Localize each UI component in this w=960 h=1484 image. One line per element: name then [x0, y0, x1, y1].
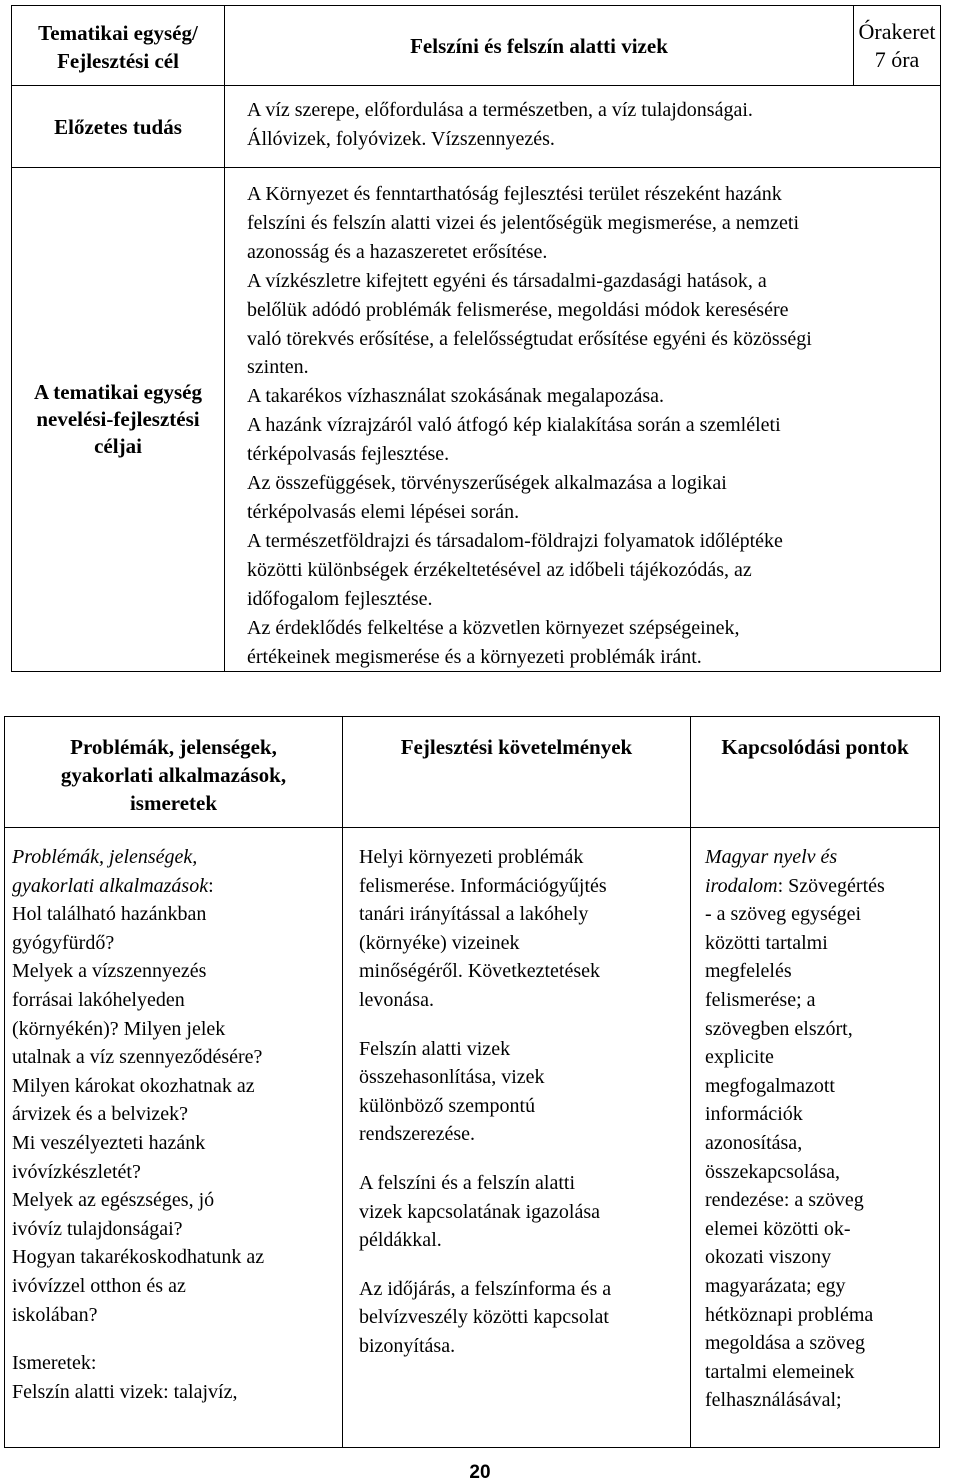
requirement-line: tanári irányítással a lakóhely — [359, 903, 589, 926]
goals-label-line3: céljai — [94, 434, 142, 459]
subject-italic: irodalom — [705, 874, 778, 897]
problem-line: Mi veszélyezteti hazánk — [12, 1131, 206, 1154]
subject-line2 — [705, 872, 939, 901]
connections-cell — [691, 828, 940, 1448]
prior-knowledge-line: A víz szerepe, előfordulása a természetben, a víz tulajdonságai. — [247, 99, 753, 121]
connection-line: felhasználásával; — [705, 1389, 842, 1412]
col2-header-text: Fejlesztési követelmények — [400, 735, 633, 759]
requirement-line: rendszerezése. — [359, 1123, 476, 1146]
knowledge-line: Felszín alatti vizek: talajvíz, — [12, 1380, 238, 1403]
problem-line: Hogyan takarékoskodhatunk az — [12, 1246, 265, 1269]
problem-line: utalnak a víz szennyeződésére? — [12, 1046, 263, 1069]
content-body-row — [5, 828, 940, 1448]
prior-knowledge-line: Állóvizek, folyóvizek. Vízszennyezés. — [247, 127, 555, 150]
unit-label-line1: Tematikai egység/ — [38, 20, 198, 45]
problem-line: iskolában? — [12, 1303, 98, 1326]
col1-header-line2: gyakorlati alkalmazások, — [60, 763, 287, 787]
requirement-line: Helyi környezeti problémák — [359, 846, 584, 868]
problems-intro-colon: : — [208, 874, 214, 897]
problem-line: Hol található hazánkban — [12, 903, 207, 926]
problem-line: Milyen károkat okozhatnak az — [12, 1074, 255, 1097]
goals-label-line2: nevelési-fejlesztési — [36, 407, 200, 432]
goals-line: A Környezet és fenntarthatóság fejlesztési terület részeként hazánk — [247, 183, 782, 205]
unit-title: Felszíni és felszín alatti vizek — [410, 33, 668, 58]
hours-label: Órakeret — [858, 18, 936, 44]
goals-line: A természetföldrajzi és társadalom-földrajzi folyamatok időléptéke — [247, 529, 783, 552]
problems-intro-line2 — [12, 872, 342, 901]
goals-line: értékeinek megismerése és a környezeti problémák iránt. — [247, 645, 702, 668]
connection-line: közötti tartalmi — [705, 931, 828, 954]
col1-header — [5, 717, 343, 828]
problem-line: ivóvízkészletét? — [12, 1160, 141, 1183]
connection-line: hétköznapi probléma — [705, 1303, 874, 1326]
goals-label-cell — [12, 168, 225, 672]
problem-line: (környékén)? Milyen jelek — [12, 1017, 226, 1040]
connection-line: felismerése; a — [705, 988, 816, 1011]
goals-line: belőlük adódó problémák felismerése, megoldási módok keresésére — [247, 298, 789, 321]
connection-line: összekapcsolása, — [705, 1160, 840, 1183]
connection-line: azonosítása, — [705, 1131, 803, 1154]
col3-header — [691, 717, 940, 828]
prior-knowledge-label: Előzetes tudás — [54, 114, 182, 139]
connection-line: elemei közötti ok- — [705, 1217, 851, 1240]
hours-cell — [854, 6, 941, 86]
requirement-line: bizonyítása. — [359, 1334, 456, 1357]
goals-line: szinten. — [247, 356, 309, 379]
problem-line: forrásai lakóhelyeden — [12, 988, 185, 1011]
prior-knowledge-label-cell — [12, 86, 225, 168]
connection-line: explicite — [705, 1046, 774, 1069]
requirement-line: Az időjárás, a felszínforma és a — [359, 1277, 612, 1300]
goals-label-line1: A tematikai egység — [34, 380, 202, 405]
goals-line: térképolvasás elemi lépései során. — [247, 500, 520, 523]
goals-line: Az összefüggések, törvényszerűségek alkalmazása a logikai — [247, 472, 727, 495]
goals-line: A vízkészletre kifejtett egyéni és társadalmi-gazdasági hatások, a — [247, 269, 767, 292]
hours-value: 7 óra — [874, 46, 920, 72]
goals-line: felszíni és felszín alatti vizei és jelentőségük megismerése, a nemzeti — [247, 211, 800, 234]
knowledge-label: Ismeretek: — [12, 1352, 97, 1375]
problem-line: árvizek és a belvizek? — [12, 1103, 189, 1126]
problems-cell — [5, 828, 343, 1448]
content-table — [4, 716, 940, 1448]
connection-line: tartalmi elemeinek — [705, 1360, 855, 1383]
problem-line: ivóvíz tulajdonságai? — [12, 1217, 183, 1240]
unit-label-cell — [12, 6, 225, 86]
unit-label-line2: Fejlesztési cél — [57, 48, 179, 73]
connection-line: rendezése: a szöveg — [705, 1189, 864, 1212]
requirements-cell — [343, 828, 691, 1448]
connection-line: szövegben elszórt, — [705, 1017, 853, 1040]
unit-title-cell — [225, 6, 854, 86]
prior-knowledge-row — [12, 86, 941, 168]
subject-line1: Magyar nyelv és — [705, 846, 838, 868]
col3-header-text: Kapcsolódási pontok — [721, 735, 909, 759]
col1-header-line3: ismeretek — [129, 791, 218, 815]
problems-intro-line1: Problémák, jelenségek, — [12, 846, 198, 868]
col2-header — [343, 717, 691, 828]
requirement-line: A felszíni és a felszín alatti — [359, 1171, 576, 1194]
problem-line: ivóvízzel otthon és az — [12, 1274, 186, 1297]
connection-line: magyarázata; egy — [705, 1274, 846, 1297]
goals-line: Az érdeklődés felkeltése a közvetlen környezet szépségeinek, — [247, 616, 740, 639]
goals-line: időfogalom fejlesztése. — [247, 587, 433, 610]
requirement-line: összehasonlítása, vizek — [359, 1066, 545, 1089]
subject-rest: : Szövegértés — [777, 874, 885, 897]
connection-line: megfogalmazott — [705, 1074, 835, 1097]
connection-line: megfelelés — [705, 960, 792, 983]
goals-line: azonosság és a hazaszeretet erősítése. — [247, 240, 548, 263]
requirement-line: levonása. — [359, 988, 434, 1011]
unit-overview-table — [11, 5, 941, 672]
connection-line: megoldása a szöveg — [705, 1332, 865, 1355]
goals-cell — [225, 168, 941, 672]
connection-line: - a szöveg egységei — [705, 903, 862, 926]
requirement-line: belvízveszély közötti kapcsolat — [359, 1306, 609, 1329]
requirement-line: különböző szempontú — [359, 1094, 536, 1117]
requirement-line: felismerése. Információgyűjtés — [359, 874, 607, 897]
goals-line: térképolvasás fejlesztése. — [247, 443, 450, 466]
connection-line: információk — [705, 1103, 803, 1126]
goals-line: való törekvés erősítése, a felelősségtudat erősítése egyéni és közösségi — [247, 327, 812, 350]
requirement-line: Felszín alatti vizek — [359, 1037, 511, 1060]
goals-line: A hazánk vízrajzáról való átfogó kép kialakítása során a szemléleti — [247, 414, 781, 437]
goals-row — [12, 168, 941, 672]
requirement-line: minőségéről. Következtetések — [359, 960, 601, 983]
problem-line: Melyek a vízszennyezés — [12, 960, 207, 983]
content-header-row — [5, 717, 940, 828]
connection-line: okozati viszony — [705, 1246, 832, 1269]
prior-knowledge-cell — [225, 86, 941, 168]
page-number: 20 — [469, 1462, 491, 1483]
problem-line: Melyek az egészséges, jó — [12, 1189, 215, 1212]
unit-header-row — [12, 6, 941, 86]
requirement-line: vizek kapcsolatának igazolása — [359, 1200, 600, 1223]
requirement-line: (környéke) vizeinek — [359, 931, 520, 954]
col1-header-line1: Problémák, jelenségek, — [70, 735, 277, 759]
problem-line: gyógyfürdő? — [12, 931, 115, 954]
goals-line: közötti különbségek érzékeltetésével az időbeli tájékozódás, az — [247, 558, 752, 581]
requirement-line: példákkal. — [359, 1229, 442, 1252]
goals-line: A takarékos vízhasználat szokásának megalapozása. — [247, 385, 665, 408]
problems-intro-italic: gyakorlati alkalmazások — [12, 874, 209, 897]
